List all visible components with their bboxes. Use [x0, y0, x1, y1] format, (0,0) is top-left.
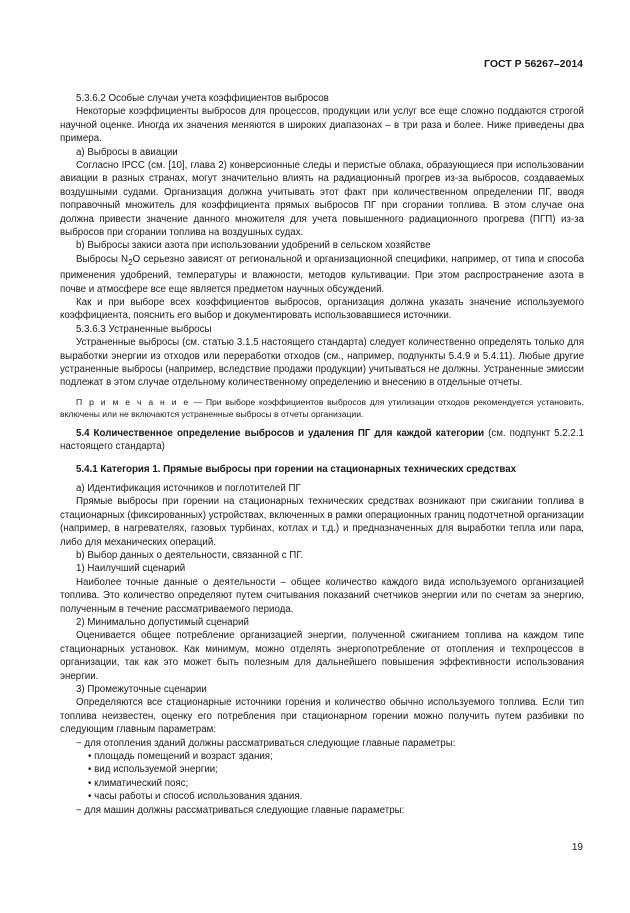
paragraph: Оценивается общее потребление организацией энергии, полученной сжиганием топлива на каждом типе стационарных установок. Как минимум, можно отделять энергопотребление от отопления и техпроцессов в организации, так как это может быть полезным для дальнейшего повышения эффективности использования энергии.: [60, 630, 584, 682]
dash-item: − для машин должны рассматриваться следующие главные параметры:: [76, 804, 405, 816]
list-item: b) Выбросы закиси азота при использовании удобрений в сельском хозяйстве: [76, 240, 431, 252]
note: [60, 396, 584, 421]
page-number: 19: [571, 842, 583, 853]
document-header: ГОСТ Р 56267–2014: [484, 58, 583, 70]
subsection-heading: 5.3.6.2 Особые случаи учета коэффициентов выбросов: [76, 93, 329, 104]
subscript: 2: [128, 257, 133, 267]
bullet-item: • вид используемой энергии;: [88, 764, 218, 776]
bullet-item: • площадь помещений и возраст здания;: [88, 751, 273, 763]
list-item: а) Выбросы в авиации: [76, 146, 178, 158]
dash-item: − для отопления зданий должны рассматриваться следующие главные параметры:: [76, 737, 456, 749]
note-text: — При выборе коэффициентов выбросов для утилизации отходов рекомендуется установить, включены или не включаются устраненные выбросы в отчеты организации.: [60, 396, 584, 420]
bullet-item: • климатический пояс;: [88, 777, 189, 789]
list-item: 3) Промежуточные сценарии: [76, 684, 207, 695]
paragraph: [60, 253, 584, 296]
bullet-item: • часы работы и способ использования здания.: [88, 791, 303, 803]
section-heading-title: 5.4 Количественное определение выбросов и удаления ПГ для каждой категории: [76, 427, 485, 439]
paragraph: Некоторые коэффициенты выбросов для процессов, продукции или услуг все еще сложно поддаются строгой научной оценке. Иногда их значения меняются в широких диапазонах – в три раза и более. Ниже приведены два примера.: [60, 106, 584, 145]
paragraph: Как и при выборе всех коэффициентов выбросов, организация должна указать значение используемого коэффициента, пояснить его выбор и документировать использовавшиеся источники.: [60, 297, 584, 322]
text-run: Выбросы N: [76, 253, 129, 265]
section-heading: [60, 427, 584, 454]
paragraph: Определяются все стационарные источники горения и количество обычно используемого топлива. Если тип топлива неизвестен, оценку его потребления при стационарном горении можно получить путем разбивки по следующим главным параметрам:: [60, 697, 584, 736]
subsection-heading-bold: 5.4.1 Категория 1. Прямые выбросы при горении на стационарных технических средствах: [76, 463, 517, 475]
list-item: а) Идентификация источников и поглотителей ПГ: [76, 482, 301, 494]
list-item: 2) Минимально допустимый сценарий: [76, 616, 249, 628]
paragraph: Наиболее точные данные о деятельности – общее количество каждого вида используемого организацией топлива. Это количество определяют путем считывания показаний счетчиков энергии или по счетам за энергию, полученным в течение рассматриваемого периода.: [60, 576, 584, 615]
text-run: O серьезно зависят от региональной и организационной специфики, например, от типа и способа применения удобрений, температуры и влажности, методов культивации. При этом распространение азота в почве и атмосфере все еще является предметом научных обсуждений.: [60, 253, 584, 295]
paragraph: Прямые выбросы при горении на стационарных технических средствах возникают при сжигании топлива в стационарных (фиксированных) устройствах, включенных в рамки операционных границ подотчетной организации (например, в нагревателях, газовых турбинах, котлах и т.д.) и предназначенных для выработки тепла или пара, либо для механических операций.: [60, 496, 584, 548]
document-body: [60, 92, 584, 817]
subsection-heading: 5.3.6.3 Устраненные выбросы: [76, 323, 212, 335]
list-item: 1) Наилучший сценарий: [76, 563, 186, 575]
list-item: b) Выбор данных о деятельности, связанной с ПГ.: [76, 549, 304, 561]
paragraph: Устраненные выбросы (см. статью 3.1.5 настоящего стандарта) следует количественно определять только для выработки энергии из отходов или переработки отходов (см., например, подпункты 5.4.9 и 5.4.11). Любые другие устраненные выбросы (например, вследствие продажи продукции) учитываться не должны. Устраненные эмиссии подлежат в этом случае отдельному количественному определению и внесению в отдельные отчеты.: [60, 337, 584, 389]
paragraph: Согласно IPCC (см. [10], глава 2) конверсионные следы и перистые облака, образующиеся при использовании авиации в разных странах, могут значительно влиять на радиационный прогрев из-за выбросов, создаваемых воздушными судами. Организация должна учитывать этот факт при количественном определении ПГ, вводя поправочный множитель для коэффициента прямых выбросов ПГ при сгорании топлива. В этом случае она должна привести значение данного множителя для учета повышенного радиационного прогрева (ПГП) из-за выбросов при сгорании топлива на воздушных судах.: [60, 160, 584, 239]
note-label: П р и м е ч а н и е: [76, 396, 190, 407]
section-heading-ref: (см. подпункт 5.2.2.1 настоящего стандарта): [60, 427, 584, 453]
